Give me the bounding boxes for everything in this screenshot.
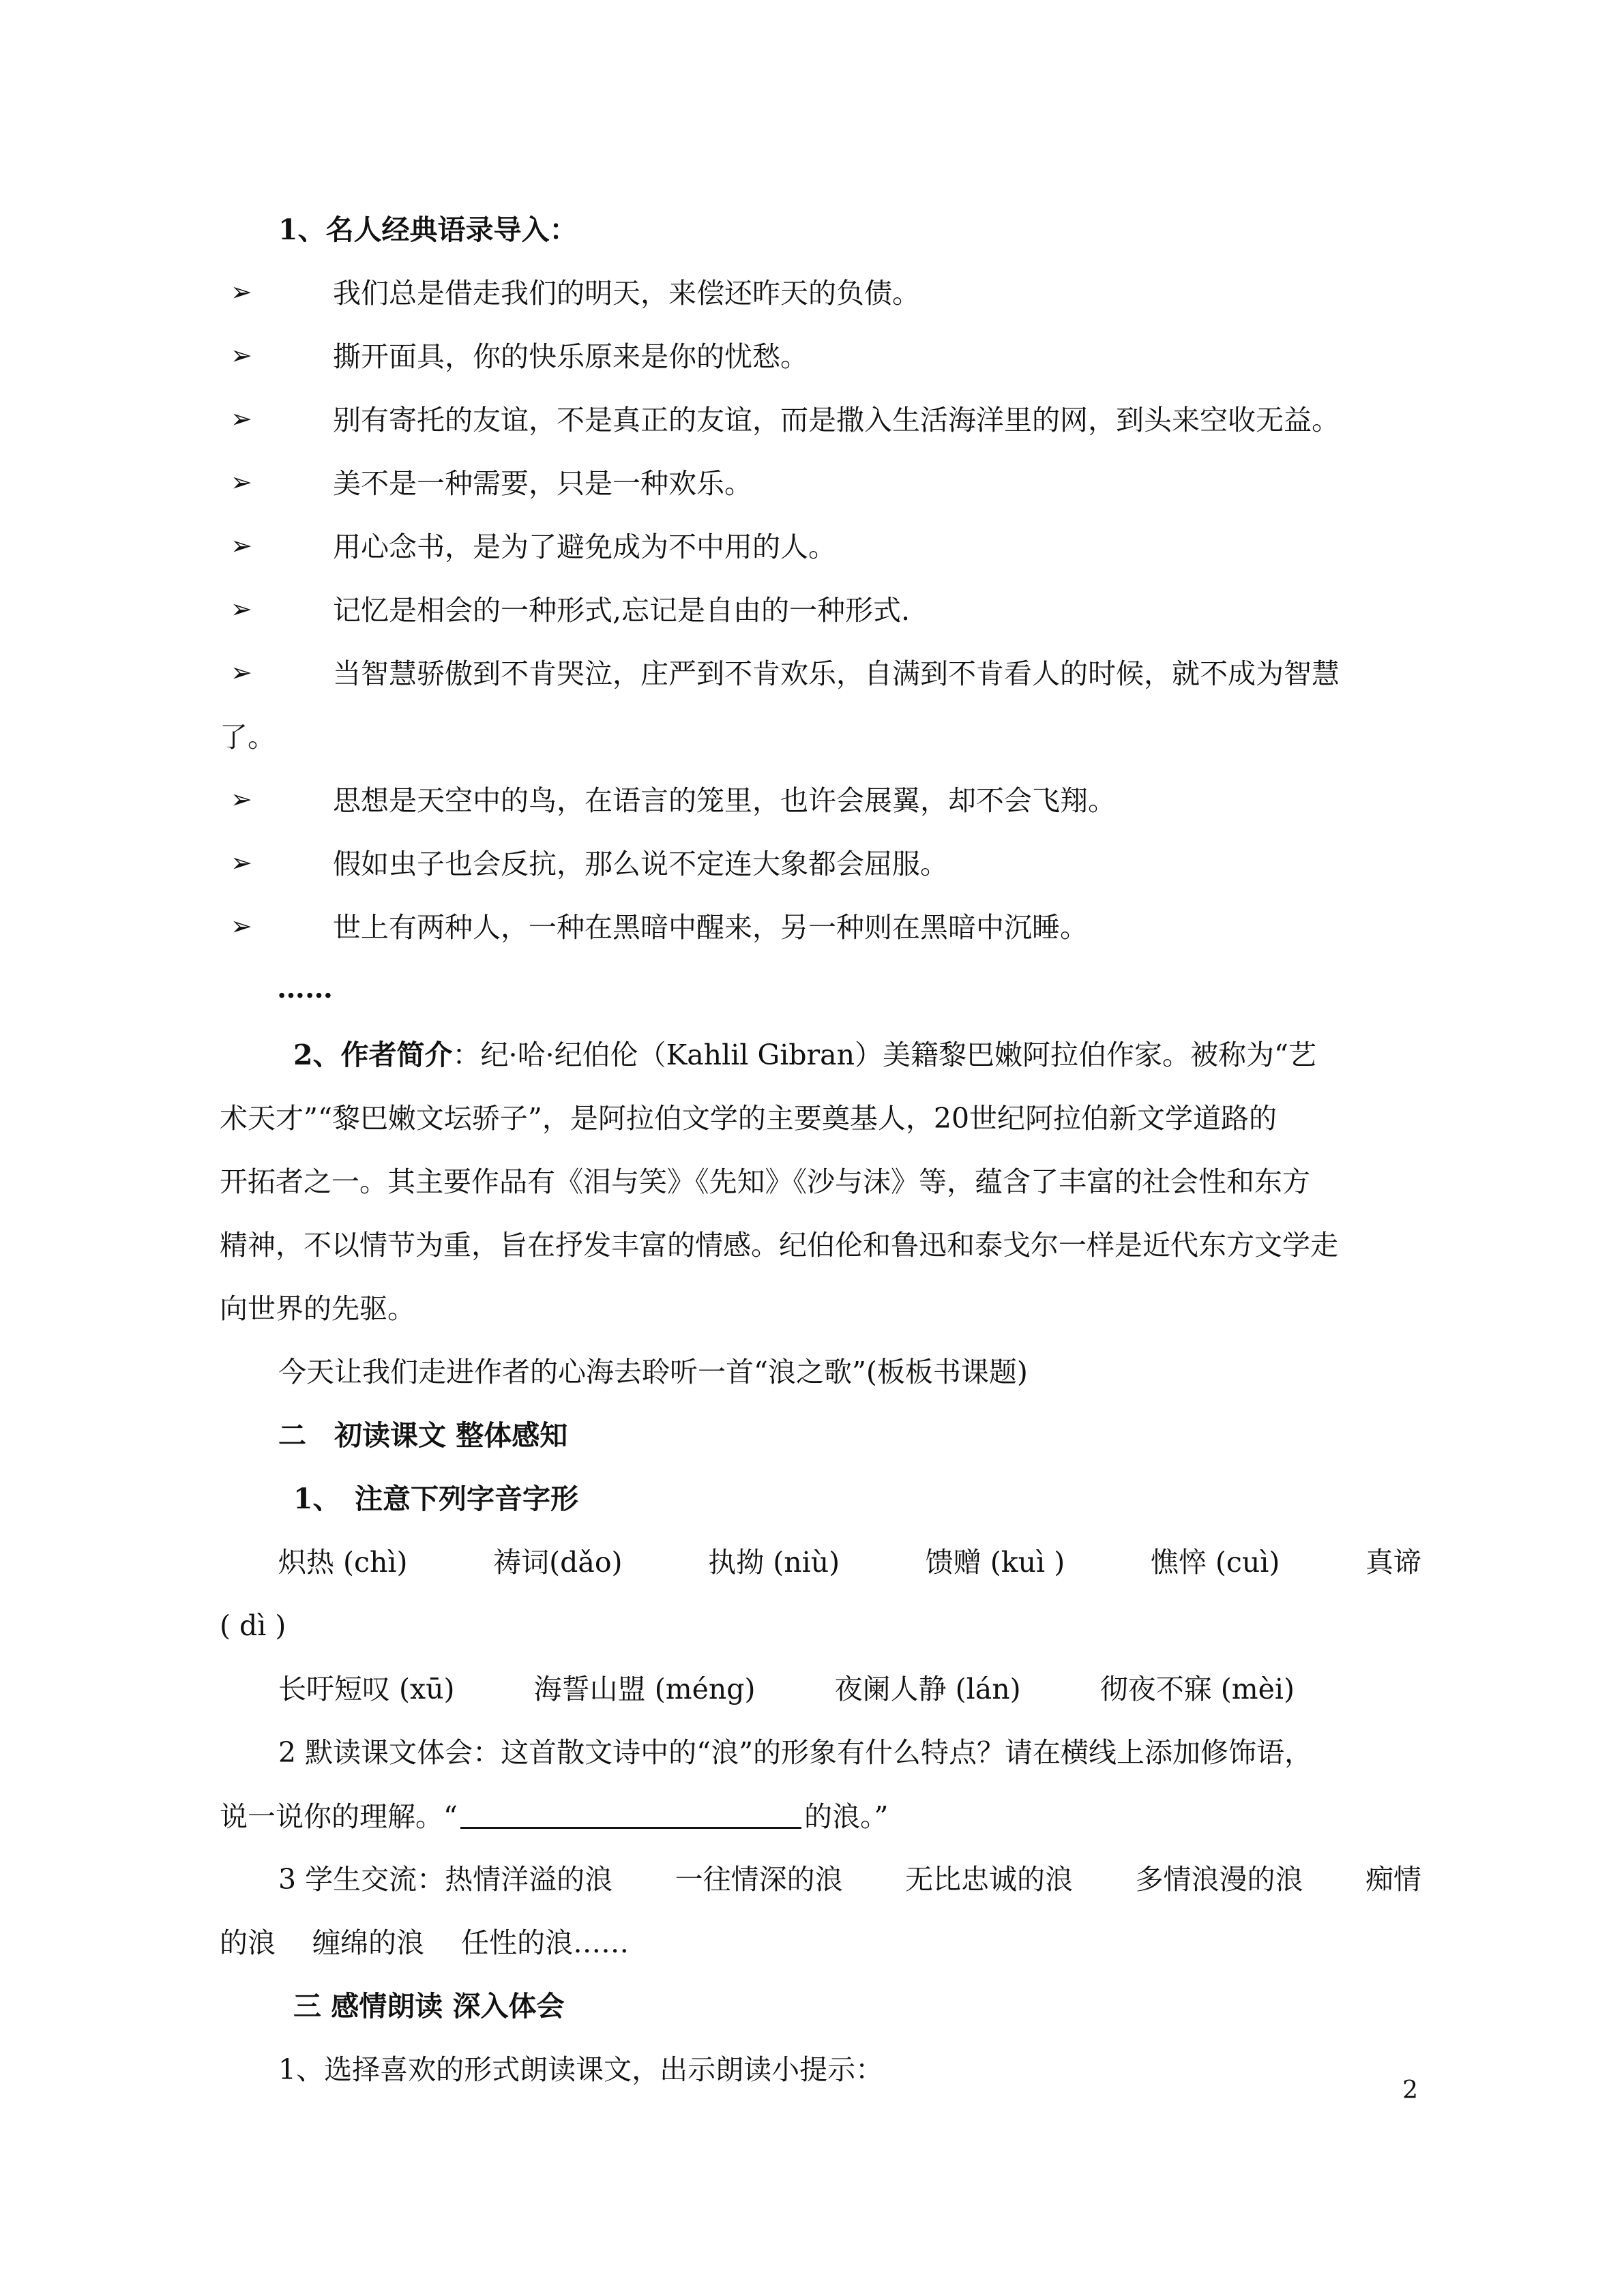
quote-item: 撕开面具，你的快乐原来是你的忧愁。	[333, 340, 808, 373]
transition-text: 今天让我们走进作者的心海去聆听一首“浪之歌”(板板书课题)	[278, 1356, 1028, 1388]
answer-item: 3 学生交流：热情洋溢的浪	[278, 1863, 613, 1896]
silent-reading-question: 2 默读课文体会：这首散文诗中的“浪”的形象有什么特点？请在横线上添加修饰语，	[278, 1736, 1313, 1769]
quote-item: 记忆是相会的一种形式,忘记是自由的一种形式.	[333, 594, 911, 627]
bullet-arrow-icon: ➢	[231, 467, 252, 497]
section-heading-emotional-reading: 三 感情朗读 深入体会	[293, 1990, 565, 2023]
page-number: 2	[1402, 2076, 1418, 2104]
pinyin-item: 炽热 (chì)	[278, 1546, 408, 1579]
ellipsis: ……	[277, 972, 333, 1004]
bullet-arrow-icon: ➢	[231, 784, 252, 814]
pinyin-item: 祷词(dǎo)	[493, 1546, 623, 1579]
quote-item-continuation: 了。	[220, 721, 276, 754]
quote-item: 用心念书，是为了避免成为不中用的人。	[333, 531, 836, 563]
reading-instruction: 1、选择喜欢的形式朗读课文，出示朗读小提示：	[278, 2053, 884, 2086]
author-intro-line: 术天才”“黎巴嫩文坛骄子”，是阿拉伯文学的主要奠基人，20世纪阿拉伯新文学道路的	[220, 1102, 1278, 1135]
quote-item: 美不是一种需要，只是一种欢乐。	[333, 467, 752, 500]
author-intro-line	[293, 1039, 1316, 1072]
bullet-arrow-icon: ➢	[231, 531, 252, 561]
pinyin-item: 憔悴 (cuì)	[1150, 1546, 1280, 1579]
answer-item: 一往情深的浪	[675, 1863, 843, 1896]
pinyin-item: 长吁短叹 (xū)	[278, 1673, 455, 1705]
fill-in-blank[interactable]	[460, 1800, 801, 1829]
author-intro-text: ：纪·哈·纪伯伦（Kahlil Gibran）美籍黎巴嫩阿拉伯作家。被称为“艺	[452, 1039, 1316, 1071]
pinyin-item: 海誓山盟 (méng)	[533, 1673, 756, 1705]
student-answers-continuation: 的浪 缠绵的浪 任性的浪……	[220, 1926, 630, 1959]
pronunciation-heading: 1、 注意下列字音字形	[293, 1482, 579, 1515]
answer-item: 多情浪漫的浪	[1135, 1863, 1303, 1896]
pinyin-item: 执拗 (niù)	[708, 1546, 840, 1579]
quote-item: 世上有两种人，一种在黑暗中醒来，另一种则在黑暗中沉睡。	[333, 911, 1088, 944]
answer-item: 无比忠诚的浪	[905, 1863, 1074, 1896]
bullet-arrow-icon: ➢	[231, 594, 252, 624]
section-heading-first-reading: 二 初读课文 整体感知	[278, 1419, 568, 1452]
section-heading-quotes: 1、名人经典语录导入：	[278, 213, 578, 246]
answer-item: 痴情	[1365, 1863, 1421, 1896]
quote-item: 别有寄托的友谊，不是真正的友谊，而是撒入生活海洋里的网，到头来空收无益。	[333, 404, 1340, 436]
pinyin-item: 真谛	[1365, 1546, 1421, 1579]
pinyin-item-continuation: ( dì )	[220, 1609, 286, 1642]
pinyin-row	[278, 1546, 1421, 1579]
bullet-arrow-icon: ➢	[231, 340, 252, 370]
bullet-arrow-icon: ➢	[231, 657, 252, 687]
pinyin-item: 馈赠 (kuì )	[925, 1546, 1065, 1579]
bullet-arrow-icon: ➢	[231, 848, 252, 878]
author-intro-line: 精神，不以情节为重，旨在抒发丰富的情感。纪伯伦和鲁迅和泰戈尔一样是近代东方文学走	[220, 1229, 1338, 1262]
author-intro-label: 2、作者简介	[293, 1039, 453, 1071]
pinyin-item: 彻夜不寐 (mèi)	[1099, 1673, 1295, 1705]
quote-item: 我们总是借走我们的明天，来偿还昨天的负债。	[333, 277, 920, 310]
fill-in-line	[220, 1800, 888, 1834]
pinyin-item: 夜阑人静 (lán)	[834, 1673, 1021, 1705]
author-intro-line: 向世界的先驱。	[220, 1292, 415, 1325]
bullet-arrow-icon: ➢	[231, 404, 252, 434]
bullet-arrow-icon: ➢	[231, 277, 252, 307]
quote-item: 当智慧骄傲到不肯哭泣，庄严到不肯欢乐，自满到不肯看人的时候，就不成为智慧	[333, 657, 1340, 690]
fill-in-suffix: 的浪。”	[803, 1800, 889, 1833]
quote-item: 思想是天空中的鸟，在语言的笼里，也许会展翼，却不会飞翔。	[333, 784, 1116, 817]
bullet-arrow-icon: ➢	[231, 911, 252, 941]
fill-in-prefix: 说一说你的理解。“	[220, 1800, 458, 1833]
quote-item: 假如虫子也会反抗，那么说不定连大象都会屈服。	[333, 848, 948, 880]
author-intro-line: 开拓者之一。其主要作品有《泪与笑》《先知》《沙与沫》等，蕴含了丰富的社会性和东方	[220, 1165, 1310, 1198]
student-answers-row	[278, 1863, 1421, 1896]
pinyin-row	[278, 1673, 1295, 1706]
